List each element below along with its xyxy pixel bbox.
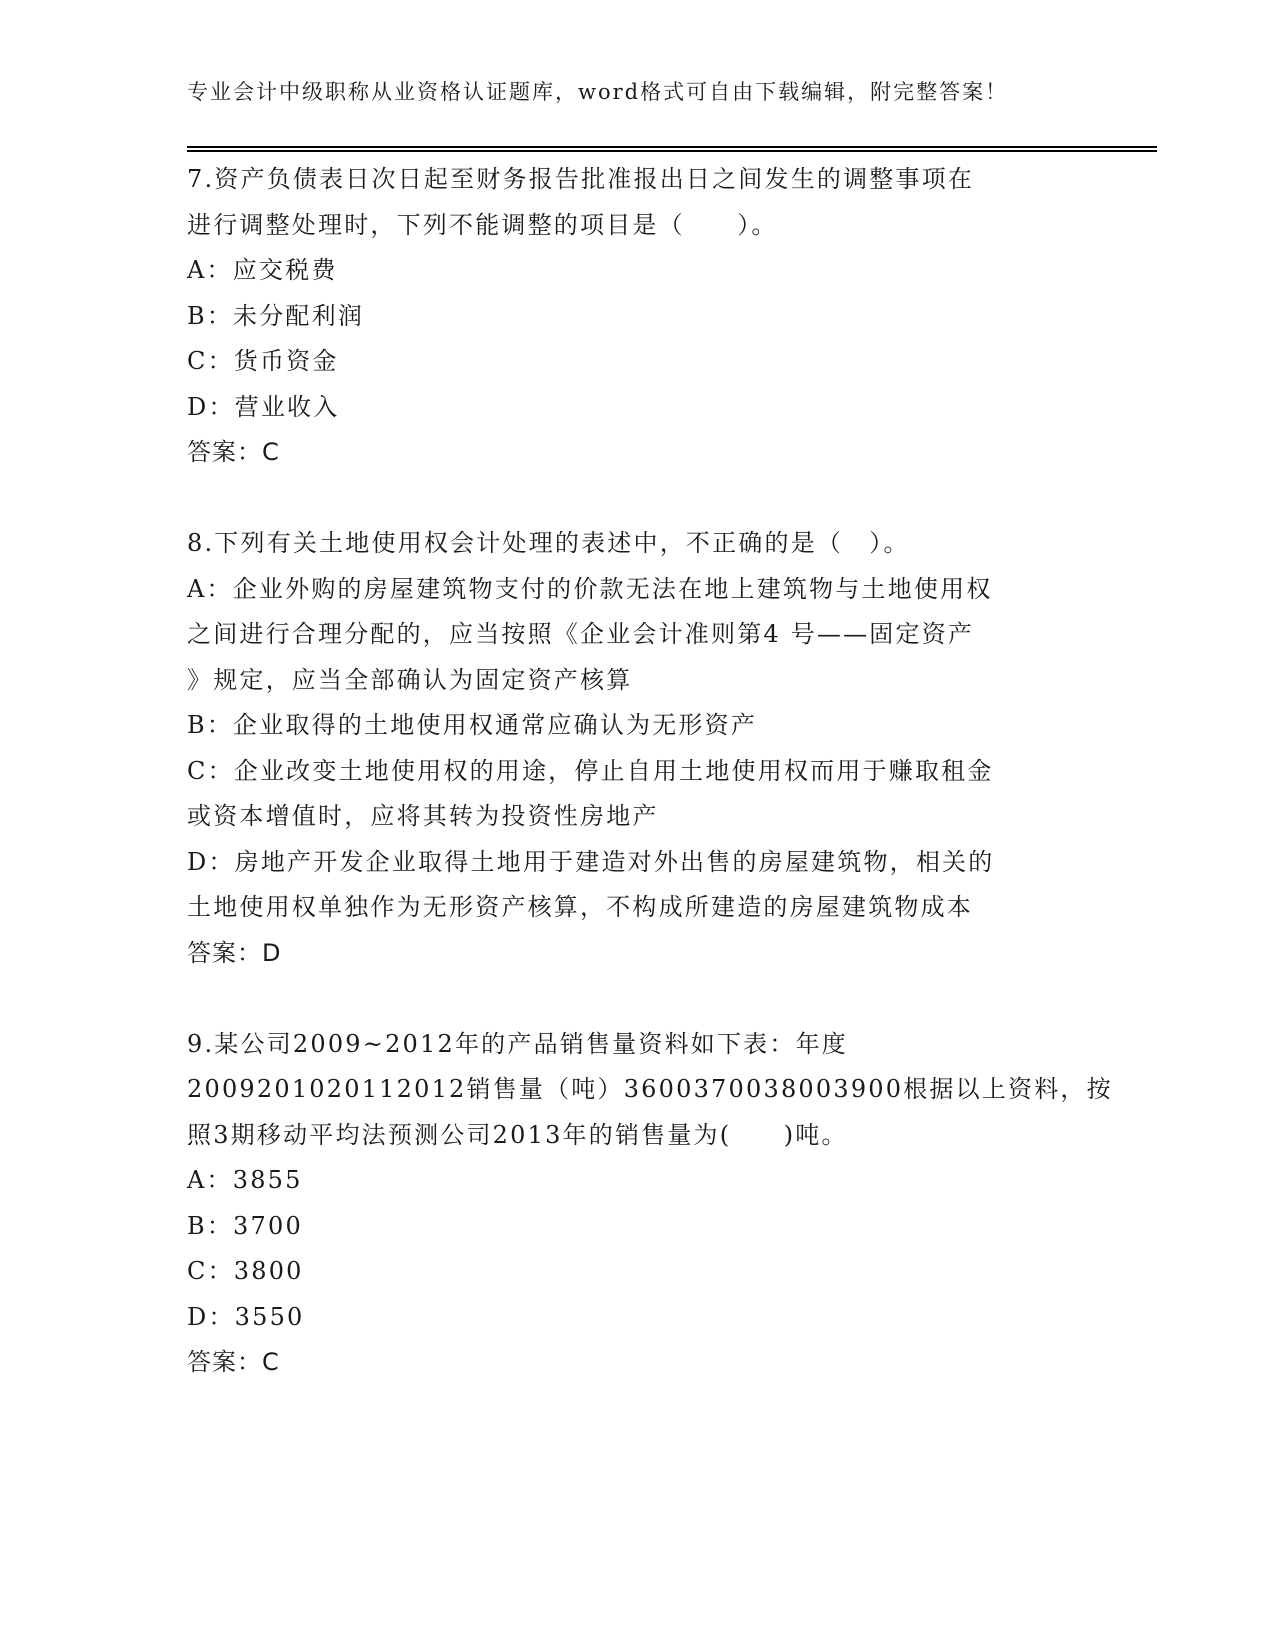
header-rule-top bbox=[187, 146, 1157, 148]
option-a-continued: 》规定，应当全部确认为固定资产核算 bbox=[187, 665, 633, 694]
header-rule-bottom bbox=[187, 150, 1157, 152]
question-spacer bbox=[187, 476, 1087, 522]
question-stem-line: 8.下列有关土地使用权会计处理的表述中，不正确的是（ ）。 bbox=[187, 529, 910, 557]
option-c: C：货币资金 bbox=[187, 347, 339, 375]
option-b: B：企业取得的土地使用权通常应确认为无形资产 bbox=[187, 711, 758, 739]
question-7 bbox=[187, 157, 1087, 476]
option-b: B：3700 bbox=[187, 1211, 303, 1240]
option-a: A：应交税费 bbox=[187, 256, 338, 284]
option-c: C：企业改变土地使用权的用途，停止自用土地使用权而用于赚取租金 bbox=[187, 756, 994, 785]
option-a: A：3855 bbox=[187, 1166, 303, 1194]
option-d-continued: 土地使用权单独作为无形资产核算，不构成所建造的房屋建筑物成本 bbox=[187, 893, 973, 921]
answer: 答案：C bbox=[187, 438, 280, 466]
option-c: C：3800 bbox=[187, 1257, 304, 1285]
question-9 bbox=[187, 1022, 1113, 1386]
page-header: 专业会计中级职称从业资格认证题库，word格式可自由下载编辑，附完整答案！ bbox=[187, 80, 1009, 104]
option-d: D：房地产开发企业取得土地用于建造对外出售的房屋建筑物，相关的 bbox=[187, 847, 995, 876]
answer: 答案：C bbox=[187, 1348, 280, 1376]
question-stem-line: 进行调整处理时，下列不能调整的项目是（ ）。 bbox=[187, 210, 778, 239]
option-d: D：营业收入 bbox=[187, 392, 340, 421]
question-stem-line: 照3期移动平均法预测公司2013年的销售量为( )吨。 bbox=[187, 1120, 848, 1149]
option-c-continued: 或资本增值时，应将其转为投资性房地产 bbox=[187, 802, 659, 830]
question-stem-line: 9.某公司2009~2012年的产品销售量资料如下表：年度 bbox=[187, 1029, 848, 1058]
option-b: B：未分配利润 bbox=[187, 301, 365, 330]
option-d: D：3550 bbox=[187, 1302, 305, 1331]
question-8 bbox=[187, 521, 1087, 976]
question-list bbox=[187, 157, 1113, 1386]
option-a-continued: 之间进行合理分配的，应当按照《企业会计准则第4 号——固定资产 bbox=[187, 620, 975, 648]
question-spacer bbox=[187, 976, 1087, 1022]
question-stem-line: 7.资产负债表日次日起至财务报告批准报出日之间发生的调整事项在 bbox=[187, 165, 975, 193]
answer: 答案：D bbox=[187, 938, 282, 967]
option-a: A：企业外购的房屋建筑物支付的价款无法在地上建筑物与土地使用权 bbox=[187, 574, 993, 603]
question-stem-line: 2009201020112012销售量（吨）3600370038003900根据以上资料，按 bbox=[187, 1075, 1113, 1103]
